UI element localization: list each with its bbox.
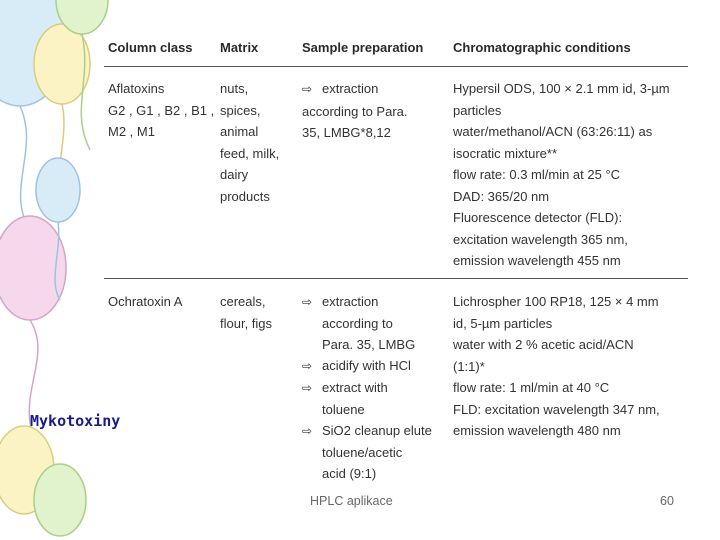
row1-column-class: Aflatoxins G2 , G1 , B2 , B1 , M2 , M1 — [108, 81, 215, 139]
header-chromatographic-conditions: Chromatographic conditions — [453, 40, 631, 55]
row2-sample-preparation: ⇨ extraction according to Para. 35, LMBG ⇨ acidify with HCl ⇨ extract with toluene ⇨ SiO2 cleanup elute toluene/acetic acid (9:1) — [302, 294, 432, 481]
row1-sample-preparation: ⇨ extraction according to Para. 35, LMBG*8,12 — [302, 81, 408, 140]
row-divider — [104, 278, 688, 279]
header-column-class: Column class — [108, 40, 193, 55]
row2-column-class: Ochratoxin A — [108, 294, 183, 309]
header-matrix: Matrix — [220, 40, 259, 55]
balloon-icon — [34, 464, 86, 536]
mycotoxin-table — [100, 28, 690, 504]
arrow-icon: ⇨ — [302, 424, 313, 438]
row2-conditions: Lichrospher 100 RP18, 125 × 4 mm id, 5-µm particles water with 2 % acetic acid/ACN (1:1)* flow rate: 1 ml/min at 40 °C FLD: excitation wavelength 347 nm, emission wavelength 480 nm — [453, 294, 660, 438]
row1-conditions: Hypersil ODS, 100 × 2.1 mm id, 3-µm particles water/methanol/ACN (63:26:11) as isocratic mixture** flow rate: 0.3 ml/min at 25 °C DAD: 365/20 nm Fluorescence detector (FLD): excitation wavelength 365 nm, emission wavelength 455 nm — [453, 81, 670, 268]
row1-matrix: nuts, spices, animal feed, milk, dairy products — [220, 81, 280, 204]
page-number: 60 — [660, 494, 674, 508]
arrow-icon: ⇨ — [302, 359, 313, 373]
header-divider — [104, 66, 688, 67]
arrow-icon: ⇨ — [302, 82, 313, 96]
row2-matrix: cereals, flour, figs — [220, 294, 273, 331]
slide-title: Mykotoxiny — [30, 412, 121, 430]
header-sample-preparation: Sample preparation — [302, 40, 424, 55]
arrow-icon: ⇨ — [302, 381, 313, 395]
arrow-icon: ⇨ — [302, 295, 313, 309]
footer-text: HPLC aplikace — [310, 494, 393, 508]
